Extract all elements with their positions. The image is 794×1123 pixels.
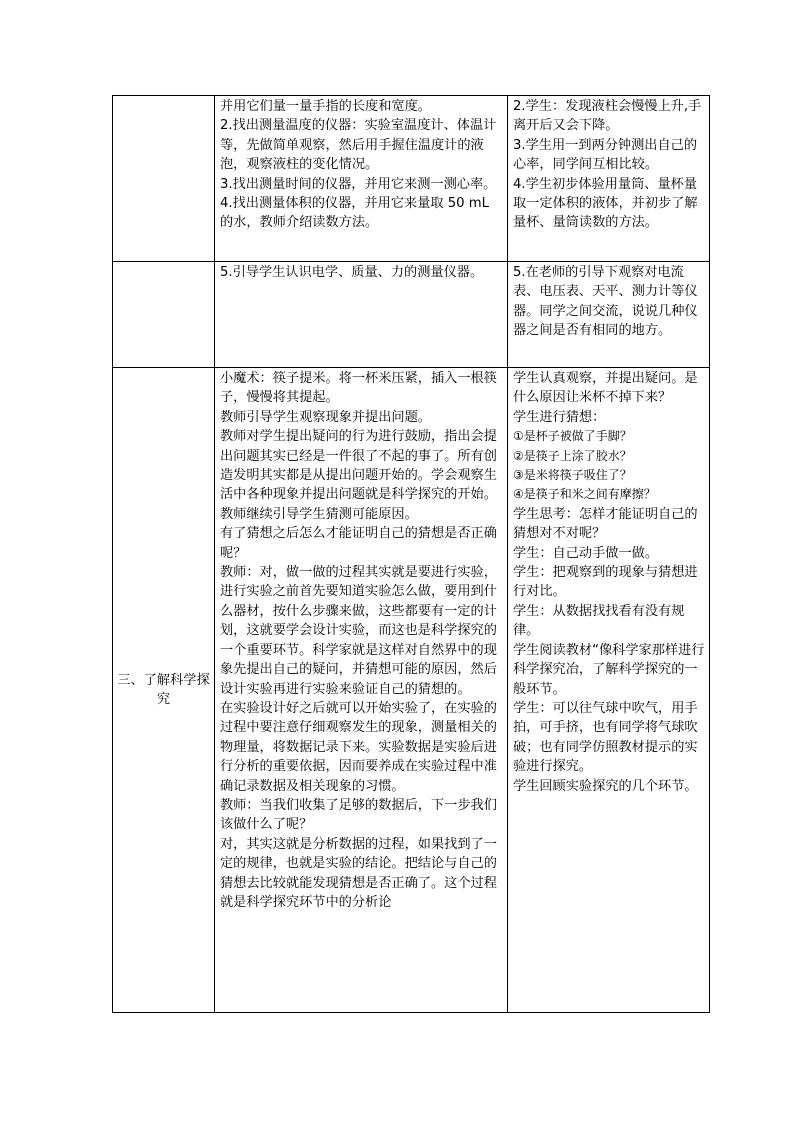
teacher-line: 教师：当我们收集了足够的数据后，下一步我们该做什么了呢？ <box>220 797 497 833</box>
teacher-line: 3.找出测量时间的仪器，并用它来测一测心率。 <box>220 176 497 192</box>
student-line: 学生：自己动手做一做。 <box>513 545 659 561</box>
teacher-line: 教师引导学生观察现象并提出问题。 <box>220 409 431 425</box>
table-row <box>113 96 710 262</box>
student-activity-cell <box>508 262 710 368</box>
teacher-activity-cell <box>215 262 508 368</box>
student-line: 学生思考：怎样才能证明自己的猜想对不对呢？ <box>513 506 698 542</box>
student-line: 学生回顾实验探究的几个环节。 <box>513 778 698 794</box>
student-line: 学生：可以往气球中吹气，用手拍，可手挤，也有同学将气球吹破；也有同学仿照教材提示的实验进行探究。 <box>513 700 698 775</box>
teacher-line: 教师继续引导学生猜测可能原因。 <box>220 506 418 522</box>
teacher-line: 对，其实这就是分析数据的过程，如果找到了一定的规律，也就是实验的结论。把结论与自己的猜想去比较就能发现猜想是否正确了。这个过程就是科学探究环节中的分析论 <box>220 836 497 910</box>
stage-cell <box>113 262 215 368</box>
teacher-activity-cell <box>215 96 508 262</box>
table-row <box>113 368 710 1013</box>
student-activity-cell <box>508 368 710 1013</box>
teacher-line: 小魔术：筷子提米。将一杯米压紧，插入一根筷子，慢慢将其提起。 <box>220 371 497 406</box>
student-line: ④是筷子和米之间有摩擦？ <box>513 487 656 502</box>
teacher-line: 5.引导学生认识电学、质量、力的测量仪器。 <box>220 265 484 280</box>
lesson-plan-table <box>112 95 710 1013</box>
student-line: 学生认真观察，并提出疑问。是什么原因让米杯不掉下来？ <box>513 371 698 406</box>
student-line: ②是筷子上涂了胶水？ <box>513 448 632 463</box>
teacher-line: 4.找出测量体积的仪器，并用它来量取 50 mL 的水，教师介绍读数方法。 <box>220 196 489 231</box>
student-line: 学生进行猜想： <box>513 409 606 425</box>
stage-cell: 三、了解科学探究 <box>113 368 215 1013</box>
teacher-line: 并用它们量一量手指的长度和宽度。 <box>220 99 431 114</box>
student-line: 学生阅读教材“像科学家那样进行科学探究冶，了解科学探究的一般环节。 <box>513 642 705 697</box>
student-line: 4.学生初步体验用量筒、量杯量取一定体积的液体，并初步了解量杯、量筒读数的方法。 <box>513 176 698 231</box>
student-line: 2.学生：发现液柱会慢慢上升,手离开后又会下降。 <box>513 99 702 134</box>
teacher-activity-cell <box>215 368 508 1013</box>
student-line: ①是杯子被做了手脚？ <box>513 429 632 444</box>
teacher-line: 教师：对，做一做的过程其实就是要进行实验，进行实验之前首先要知道实验怎么做，要用到什么器材，按什么步骤来做，这些都要有一定的计划，这就要学会设计实验，而这也是科学探究的一个重要环节。科学家就是这样对自然界中的现象先提出自己的疑问，并猜想可能的原因，然后设计实验再进行实验来验证自己的猜想的。 <box>220 565 497 697</box>
student-activity-cell <box>508 96 710 262</box>
student-line: 3.学生用一到两分钟测出自己的心率，同学间互相比较。 <box>513 137 698 173</box>
teacher-line: 在实验设计好之后就可以开始实验了，在实验的过程中要注意仔细观察发生的现象，测量相关的物理量，将数据记录下来。实验数据是实验后进行分析的重要依据，因而要养成在实验过程中准确记录数据及相关现象的习惯。 <box>220 700 497 794</box>
stage-cell <box>113 96 215 262</box>
student-line: 学生：从数据找找看有没有规律。 <box>513 603 685 639</box>
table-row <box>113 262 710 368</box>
teacher-line: 有了猜想之后怎么才能证明自己的猜想是否正确呢？ <box>220 526 497 561</box>
student-line: ③是米将筷子吸住了？ <box>513 468 632 483</box>
teacher-line: 教师对学生提出疑问的行为进行鼓励，指出会提出问题其实已经是一件很了不起的事了。所有创造发明其实都是从提出问题开始的。学会观察生活中各种现象并提出问题就是科学探究的开始。 <box>220 429 497 503</box>
teacher-line: 2.找出测量温度的仪器：实验室温度计、体温计等，先做简单观察，然后用手握住温度计的液泡，观察液柱的变化情况。 <box>220 118 497 173</box>
student-line: 学生：把观察到的现象与猜想进行对比。 <box>513 565 698 600</box>
student-line: 5.在老师的引导下观察对电流表、电压表、天平、测力计等仪器。同学之间交流，说说几种仪器之间是否有相同的地方。 <box>513 265 698 339</box>
